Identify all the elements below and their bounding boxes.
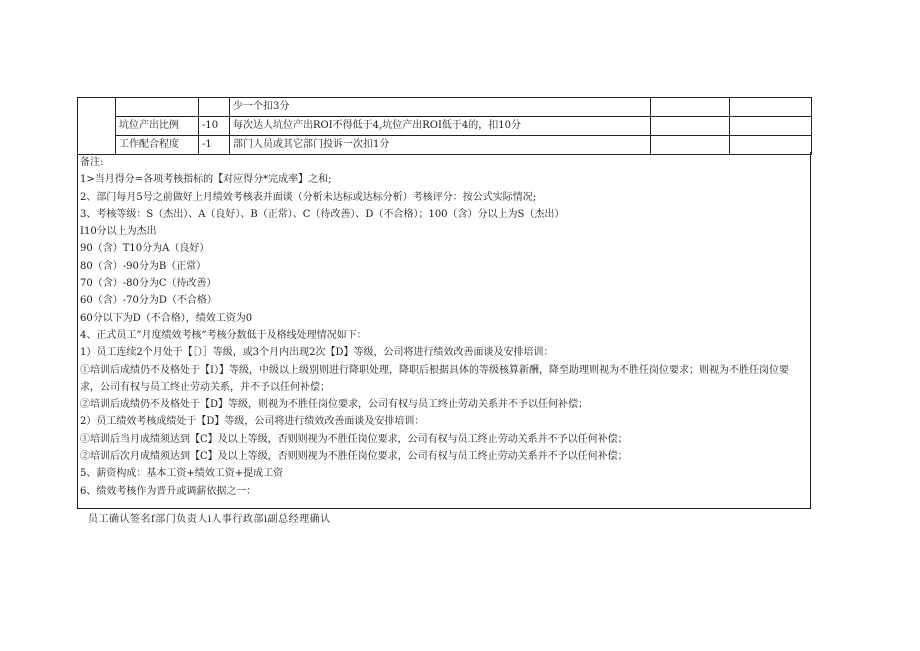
- blank-cell: [730, 117, 812, 136]
- indicator-name: [116, 98, 199, 117]
- indicator-score: -10: [199, 117, 230, 136]
- blank-cell: [651, 117, 730, 136]
- note-line: 6、绩效考核作为晋升或调薪依据之一：: [80, 485, 257, 497]
- note-line: 70（含）-80分为C（待改善）: [80, 278, 217, 290]
- note-line: ②培训后次月成绩须达到【C】及以上等级，否则则视为不胜任岗位要求，公司有权与员工终止劳动关系并不予以任何补偿；: [80, 451, 628, 463]
- assessment-table: [77, 97, 812, 155]
- notes-section: [77, 152, 811, 509]
- note-line: 60分以下为D（不合格），绩效工资为0: [80, 312, 253, 324]
- note-line: 90（含）T10分为A（良好）: [80, 243, 210, 255]
- blank-cell: [730, 98, 812, 117]
- indicator-name: 工作配合程度: [116, 136, 199, 155]
- note-line: 80（含）-90分为B（正常）: [80, 260, 207, 272]
- note-line: 3、考核等级：S（杰出）、A（良好）、B（正常）、C（待改善）、D（不合格）；100（含）分以上为S（杰出）: [80, 208, 565, 220]
- note-line: ②培训后成绩仍不及格处于【D】等级，则视为不胜任岗位要求，公司有权与员工终止劳动关系并不予以任何补偿；: [80, 399, 589, 411]
- notes-heading: 备注:: [80, 157, 104, 168]
- indicator-description: 少一个扣3分: [230, 98, 651, 117]
- blank-cell: [651, 98, 730, 117]
- note-line: I10分以上为杰出: [80, 226, 157, 238]
- note-line: 60（含）-70分为D（不合格）: [80, 295, 217, 307]
- note-line: ①培训后当月成绩须达到【C】及以上等级，否则则视为不胜任岗位要求，公司有权与员工终止劳动关系并不予以任何补偿；: [80, 433, 628, 445]
- note-line: 1>当月得分=各项考核指标的【对应得分*完成率】之和;: [80, 174, 332, 186]
- indicator-name: 坑位产出比例: [116, 117, 199, 136]
- table-row: [78, 117, 812, 136]
- indicator-description: 每次达人坑位产出ROI不得低于4,坑位产出ROI低于4的，扣10分: [230, 117, 651, 136]
- note-line: 5、薪资构成：基本工资+绩效工资+提成工资: [80, 468, 284, 480]
- note-line: 2、部门每月5号之前做好上月绩效考核表并面谈（分析未达标或达标分析）考核评分：按公式实际情况;: [80, 191, 537, 203]
- table-row: [78, 98, 812, 117]
- signature-line: 员工确认签名f部门负责人i人事行政部i副总经理确认: [88, 514, 331, 525]
- note-line: ①培训后成绩仍不及格处于【I）】等级，中级以上级别则进行降职处理，降职后根据具体的等级核算新酬，降至助理则视为不胜任岗位要求；则视为不胜任岗位要求，公司有权与员工终止劳动关系，并不予以任何补偿；: [80, 364, 789, 393]
- indicator-description: 部门人员或其它部门投诉一次扣1分: [230, 136, 651, 155]
- note-line: 4、正式员工”月度绩效考核”考核分数低于及格线处理情况如下：: [80, 329, 367, 341]
- note-line: 1）员工连续2个月处于【［）］等级，或3个月内出现2次【D】等级，公司将进行绩效改善面谈及安排培训：: [80, 347, 554, 359]
- note-line: 2）员工绩效考核成绩处于【D】等级，公司将进行绩效改善面谈及安排培训：: [80, 416, 425, 428]
- indicator-score: -1: [199, 136, 230, 155]
- indicator-score: [199, 98, 230, 117]
- category-cell: [78, 98, 116, 155]
